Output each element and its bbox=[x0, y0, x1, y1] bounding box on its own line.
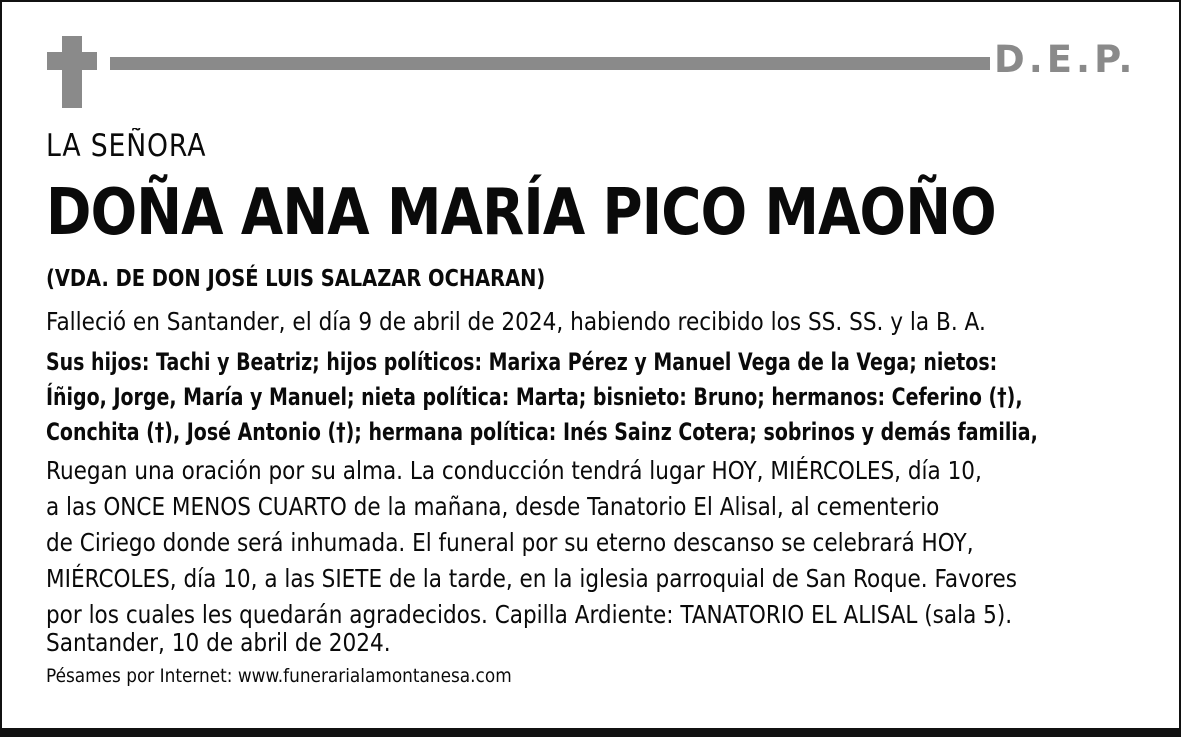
widow-of: (VDA. DE DON JOSÉ LUIS SALAZAR OCHARAN) bbox=[46, 266, 546, 292]
bottom-bar bbox=[0, 728, 1181, 737]
dep-label: D.E.P. bbox=[994, 38, 1137, 81]
family-paragraph bbox=[46, 345, 1038, 450]
header-rule bbox=[110, 57, 990, 70]
request-line: Ruegan una oración por su alma. La conducción tendrá lugar HOY, MIÉRCOLES, día 10, bbox=[46, 456, 982, 485]
request-line: a las ONCE MENOS CUARTO de la mañana, desde Tanatorio El Alisal, al cementerio bbox=[46, 492, 940, 521]
condolences-link[interactable]: Pésames por Internet: www.funerarialamontanesa.com bbox=[46, 665, 512, 687]
cross-icon-arm bbox=[47, 52, 97, 70]
request-line: MIÉRCOLES, día 10, a las SIETE de la tarde, en la iglesia parroquial de San Roque. Favores bbox=[46, 564, 1017, 593]
request-paragraph bbox=[46, 453, 1017, 633]
request-line: de Ciriego donde será inhumada. El funeral por su eterno descanso se celebrará HOY, bbox=[46, 528, 974, 557]
place-date: Santander, 10 de abril de 2024. bbox=[46, 628, 391, 657]
family-line: Conchita (†), José Antonio (†); hermana política: Inés Sainz Cotera; sobrinos y demás familia, bbox=[46, 418, 1038, 446]
death-notice: Falleció en Santander, el día 9 de abril de 2024, habiendo recibido los SS. SS. y la B. A. bbox=[46, 307, 986, 336]
request-line: por los cuales les quedarán agradecidos. Capilla Ardiente: TANATORIO EL ALISAL (sala 5). bbox=[46, 600, 1013, 629]
deceased-name: DOÑA ANA MARÍA PICO MAOÑO bbox=[46, 176, 996, 250]
family-line: Íñigo, Jorge, María y Manuel; nieta política: Marta; bisnieto: Bruno; hermanos: Ceferino (†), bbox=[46, 383, 1023, 411]
title-prefix: LA SEÑORA bbox=[46, 128, 207, 164]
cross-icon bbox=[62, 36, 82, 108]
family-line: Sus hijos: Tachi y Beatriz; hijos políticos: Marixa Pérez y Manuel Vega de la Vega; nietos: bbox=[46, 348, 998, 376]
